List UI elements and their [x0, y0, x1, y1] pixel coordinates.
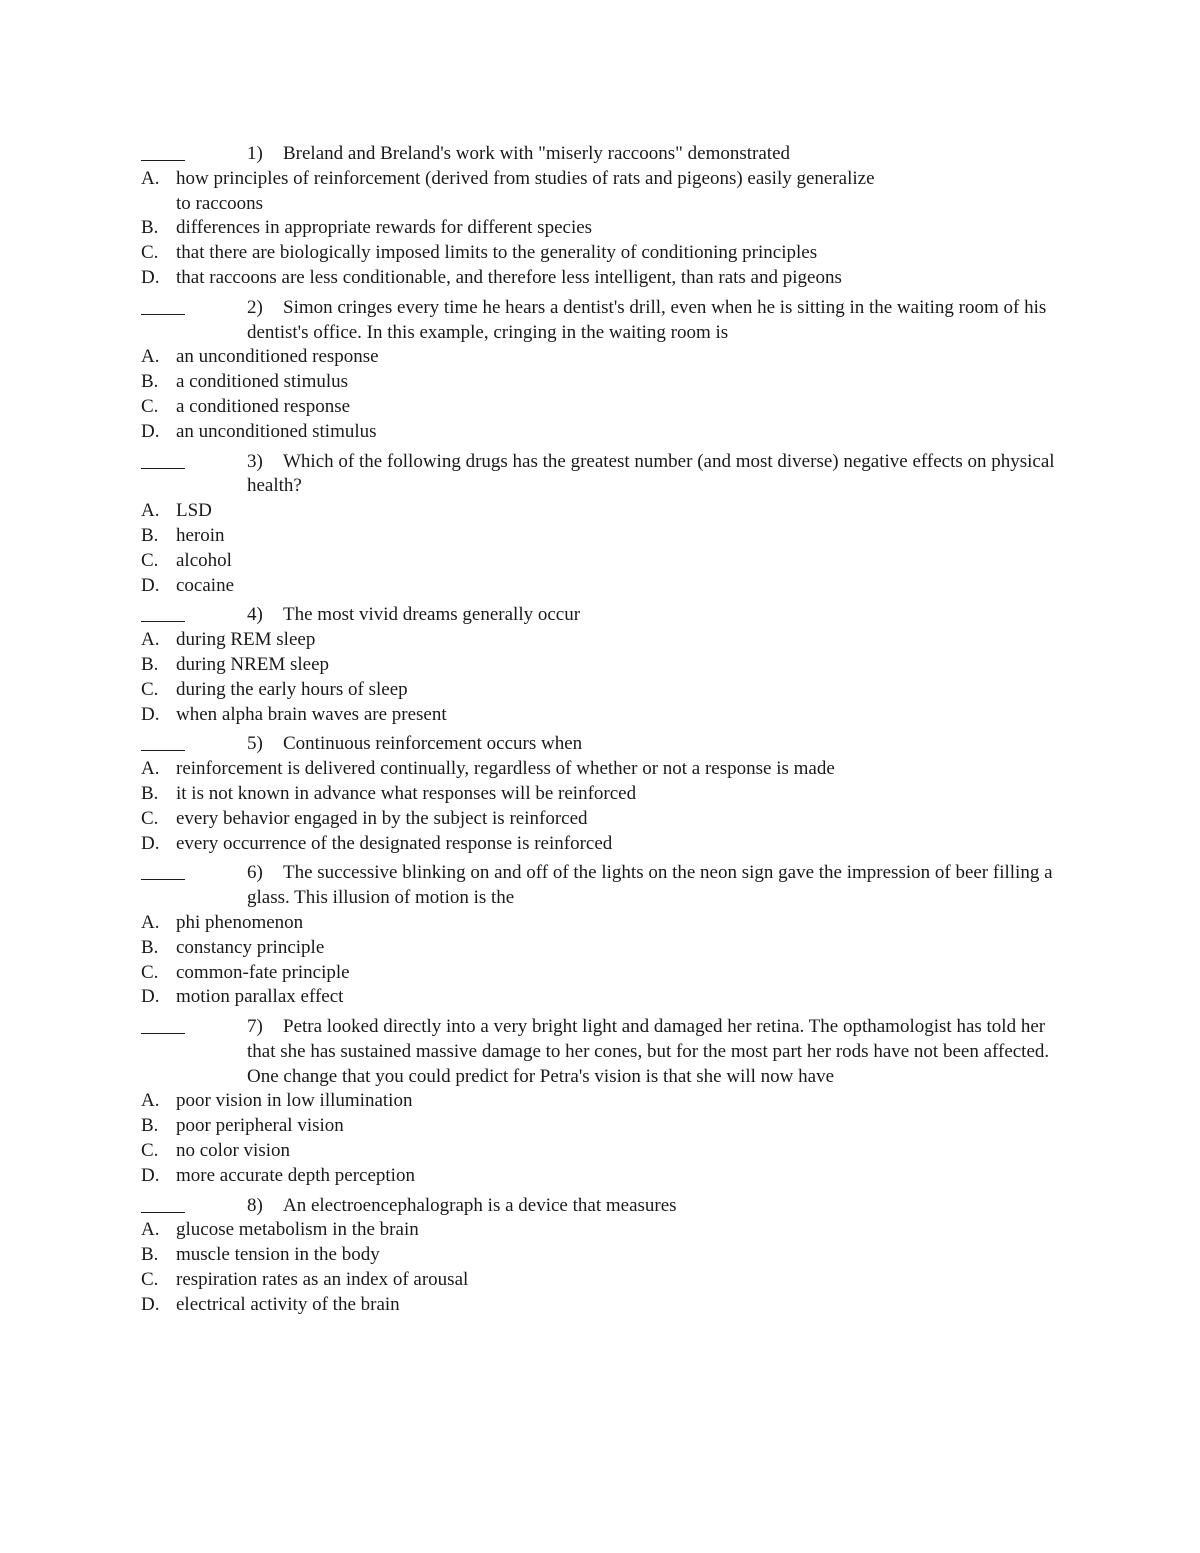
question-text: The successive blinking on and off of the lights on the neon sign gave the impression of beer filling a glass. This illusion of motion is the — [247, 862, 1053, 909]
option-d — [141, 420, 1061, 445]
answer-blank — [141, 160, 185, 161]
option-a — [141, 345, 1061, 370]
option-d — [141, 1164, 1061, 1189]
option-letter: B. — [141, 1244, 159, 1266]
question-2 — [141, 296, 1061, 445]
question-4 — [141, 603, 1061, 727]
question-number: 7) — [247, 1016, 263, 1038]
option-a — [141, 628, 1061, 653]
option-text: every occurrence of the designated response is reinforced — [176, 832, 613, 854]
option-b — [141, 653, 1061, 678]
option-letter: D. — [141, 574, 160, 596]
question-number: 3) — [247, 450, 263, 472]
option-text: a conditioned stimulus — [176, 371, 349, 393]
option-letter: C. — [141, 395, 159, 417]
question-3 — [141, 450, 1061, 599]
answer-blank — [141, 750, 185, 751]
option-letter: A. — [141, 500, 160, 522]
option-letter: A. — [141, 167, 160, 189]
option-text: during REM sleep — [176, 629, 316, 651]
option-c — [141, 1139, 1061, 1164]
question-stem — [141, 603, 1061, 628]
option-text: LSD — [176, 500, 212, 522]
option-text: alcohol — [176, 549, 232, 571]
option-c — [141, 807, 1061, 832]
option-a — [141, 757, 1061, 782]
option-text: heroin — [176, 524, 225, 546]
option-letter: C. — [141, 242, 159, 264]
option-letter: B. — [141, 1115, 159, 1137]
option-letter: A. — [141, 911, 160, 933]
option-c — [141, 549, 1061, 574]
option-letter: B. — [141, 371, 159, 393]
option-c — [141, 1268, 1061, 1293]
question-text: An electroencephalograph is a device that measures — [283, 1194, 677, 1216]
option-d — [141, 985, 1061, 1010]
option-text: that there are biologically imposed limits to the generality of conditioning principles — [176, 242, 818, 264]
option-text: motion parallax effect — [176, 986, 344, 1008]
question-stem — [141, 861, 1061, 911]
option-letter: B. — [141, 524, 159, 546]
option-letter: D. — [141, 986, 160, 1008]
option-letter: D. — [141, 703, 160, 725]
question-stem — [141, 732, 1061, 757]
option-letter: A. — [141, 1090, 160, 1112]
option-b — [141, 370, 1061, 395]
option-text: that raccoons are less conditionable, and therefore less intelligent, than rats and pigeons — [176, 266, 842, 288]
option-text: phi phenomenon — [176, 911, 304, 933]
answer-blank — [141, 621, 185, 622]
option-text: electrical activity of the brain — [176, 1293, 400, 1315]
option-a — [141, 499, 1061, 524]
option-b — [141, 216, 1061, 241]
option-text: common-fate principle — [176, 961, 350, 983]
option-letter: C. — [141, 961, 159, 983]
option-c — [141, 961, 1061, 986]
question-text: Simon cringes every time he hears a dentist's drill, even when he is sitting in the waiting room of his dentist's office. In this example, cringing in the waiting room is — [247, 296, 1047, 343]
option-letter: B. — [141, 217, 159, 239]
option-letter: B. — [141, 782, 159, 804]
question-7 — [141, 1015, 1061, 1189]
question-stem — [141, 1015, 1061, 1089]
option-letter: B. — [141, 936, 159, 958]
option-text: differences in appropriate rewards for different species — [176, 217, 593, 239]
option-letter: D. — [141, 1293, 160, 1315]
option-d — [141, 703, 1061, 728]
option-text: constancy principle — [176, 936, 325, 958]
question-5 — [141, 732, 1061, 856]
question-6 — [141, 861, 1061, 1010]
option-text: more accurate depth perception — [176, 1164, 415, 1186]
option-text: when alpha brain waves are present — [176, 703, 447, 725]
option-letter: A. — [141, 1219, 160, 1241]
answer-blank — [141, 879, 185, 880]
option-text: during NREM sleep — [176, 653, 330, 675]
option-letter: C. — [141, 678, 159, 700]
answer-blank — [141, 468, 185, 469]
question-number: 4) — [247, 604, 263, 626]
option-d — [141, 266, 1061, 291]
option-text: a conditioned response — [176, 395, 351, 417]
quiz — [141, 142, 1061, 1318]
option-letter: A. — [141, 758, 160, 780]
option-text: poor vision in low illumination — [176, 1090, 413, 1112]
option-letter: A. — [141, 629, 160, 651]
option-text: an unconditioned response — [176, 346, 379, 368]
question-stem — [141, 142, 1061, 167]
question-number: 8) — [247, 1194, 263, 1216]
option-a — [141, 1089, 1061, 1114]
option-text: how principles of reinforcement (derived from studies of rats and pigeons) easily generalize to raccoons — [176, 167, 875, 214]
option-text: reinforcement is delivered continually, regardless of whether or not a response is made — [176, 758, 835, 780]
option-c — [141, 241, 1061, 266]
option-b — [141, 936, 1061, 961]
question-number: 2) — [247, 296, 263, 318]
option-text: muscle tension in the body — [176, 1244, 380, 1266]
answer-blank — [141, 1033, 185, 1034]
option-letter: C. — [141, 1140, 159, 1162]
option-text: cocaine — [176, 574, 235, 596]
option-text: every behavior engaged in by the subject is reinforced — [176, 807, 588, 829]
option-text: respiration rates as an index of arousal — [176, 1269, 469, 1291]
question-text: The most vivid dreams generally occur — [283, 604, 581, 626]
option-letter: D. — [141, 1164, 160, 1186]
option-a — [141, 167, 1061, 217]
option-letter: C. — [141, 549, 159, 571]
question-text: Continuous reinforcement occurs when — [283, 733, 583, 755]
option-b — [141, 1114, 1061, 1139]
option-c — [141, 395, 1061, 420]
option-b — [141, 524, 1061, 549]
option-letter: C. — [141, 1269, 159, 1291]
option-letter: B. — [141, 653, 159, 675]
question-text: Which of the following drugs has the greatest number (and most diverse) negative effects on physical health? — [247, 450, 1055, 497]
question-1 — [141, 142, 1061, 291]
option-a — [141, 911, 1061, 936]
option-letter: D. — [141, 420, 160, 442]
option-text: poor peripheral vision — [176, 1115, 344, 1137]
option-letter: A. — [141, 346, 160, 368]
option-b — [141, 782, 1061, 807]
option-d — [141, 574, 1061, 599]
question-stem — [141, 296, 1061, 346]
option-text: it is not known in advance what responses will be reinforced — [176, 782, 637, 804]
answer-blank — [141, 1212, 185, 1213]
option-letter: D. — [141, 832, 160, 854]
option-text: during the early hours of sleep — [176, 678, 408, 700]
option-d — [141, 832, 1061, 857]
option-text: no color vision — [176, 1140, 290, 1162]
option-b — [141, 1243, 1061, 1268]
question-stem — [141, 450, 1061, 500]
question-number: 5) — [247, 733, 263, 755]
option-c — [141, 678, 1061, 703]
question-number: 6) — [247, 862, 263, 884]
option-letter: C. — [141, 807, 159, 829]
answer-blank — [141, 314, 185, 315]
question-8 — [141, 1194, 1061, 1318]
question-number: 1) — [247, 143, 263, 164]
question-stem — [141, 1194, 1061, 1219]
option-d — [141, 1293, 1061, 1318]
question-text: Petra looked directly into a very bright light and damaged her retina. The opthamologist has told her that she has sustained massive damage to her cones, but for the most part her rods have not been affected. One change that you could predict for Petra's vision is that she will now have — [247, 1016, 1050, 1087]
option-letter: D. — [141, 266, 160, 288]
option-text: glucose metabolism in the brain — [176, 1219, 419, 1241]
option-a — [141, 1218, 1061, 1243]
option-text: an unconditioned stimulus — [176, 420, 377, 442]
question-text: Breland and Breland's work with "miserly raccoons" demonstrated — [283, 143, 790, 164]
